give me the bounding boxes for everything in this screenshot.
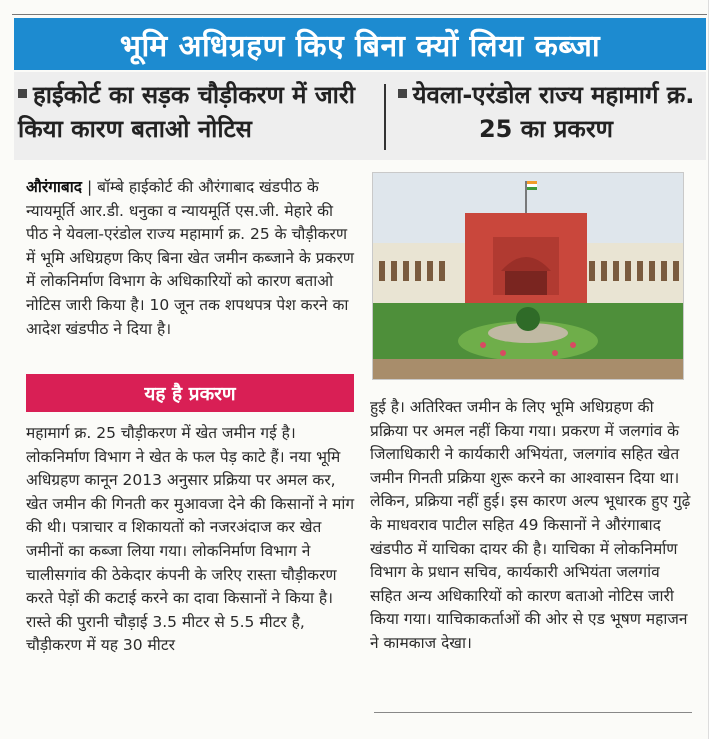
headline: भूमि अधिग्रहण किए बिना क्यों लिया कब्जा [119, 28, 601, 64]
court-building-illustration [373, 173, 683, 379]
bullet-icon [18, 89, 27, 98]
subhead-left [18, 78, 374, 146]
section-heading-bar [26, 374, 354, 412]
body-left-column: महामार्ग क्र. 25 चौड़ीकरण में खेत जमीन गई है। लोकनिर्माण विभाग ने खेत के फल पेड़ काटे हैं। नया भूमि अधिग्रहण कानून 2013 अनुसार प्रक्रिया पर अमल कर, खेत जमीन की गिनती कर मुआवजा देने की किसानों ने मांग की थी। पत्राचार व शिकायतों को नजरअंदाज कर खेत जमीनों का कब्जा लिया गया। लोकनिर्माण विभाग ने चालीसगांव की ठेकेदार कंपनी के जरिए रास्ता चौड़ीकरण करते पेड़ों की कटाई करने का दावा किसानों ने किया है। रास्ते की पुरानी चौड़ाई 3.5 मीटर से 5.5 मीटर है, चौड़ीकरण में यह 30 मीटर [26, 424, 355, 655]
subhead-divider [384, 84, 386, 150]
intro-paragraph [26, 176, 356, 341]
top-rule [12, 0, 707, 15]
dateline: औरंगाबाद [26, 178, 83, 196]
bullet-icon [398, 89, 407, 98]
intro-text: | बॉम्बे हाईकोर्ट की औरंगाबाद खंडपीठ के न्यायमूर्ति आर.डी. धनुका व न्यायमूर्ति एस.जी. मेहारे की पीठ ने येवला-एरंडोल राज्य महामार्ग क्र. 25 के चौड़ीकरण में भूमि अधिग्रहण किए बिना खेत जमीन कब्जाने के प्रकरण में लोकनिर्माण विभाग के अधिकारियों को कारण बताओ नोटिस जारी किया है। 10 जून तक शपथपत्र पेश करने का आदेश खंडपीठ ने दिया है। [26, 178, 354, 338]
section-heading: यह है प्रकरण [144, 383, 236, 405]
adjacent-page-edge [708, 0, 720, 739]
high-court-photo [372, 172, 684, 380]
subhead-right [396, 78, 696, 146]
headline-banner [14, 18, 706, 70]
bottom-rule [374, 712, 692, 713]
subhead-left-text: हाईकोर्ट का सड़क चौड़ीकरण में जारी किया कारण बताओ नोटिस [18, 81, 355, 143]
subhead-right-text: येवला-एरंडोल राज्य महामार्ग क्र. 25 का प्रकरण [412, 81, 695, 143]
body-right-column: हुई है। अतिरिक्त जमीन के लिए भूमि अधिग्रहण की प्रक्रिया पर अमल नहीं किया गया। प्रकरण में जलगांव के जिलाधिकारी ने कार्यकारी अभियंता, जलगांव सहित खेत जमीन गिनती प्रक्रिया शुरू करने का आश्वासन दिया था। लेकिन, प्रक्रिया नहीं हुई। इस कारण अल्प भूधारक हुए गुढ़े के माधवराव पाटील सहित 49 किसानों ने औरंगाबाद खंडपीठ में याचिका दायर की है। याचिका में लोकनिर्माण विभाग के प्रधान सचिव, कार्यकारी अभियंता जलगांव सहित अन्य अधिकारियों को कारण बताओ नोटिस जारी किया गया। याचिकाकर्ताओं की ओर से एड भूषण महाजन ने कामकाज देखा। [370, 398, 691, 652]
